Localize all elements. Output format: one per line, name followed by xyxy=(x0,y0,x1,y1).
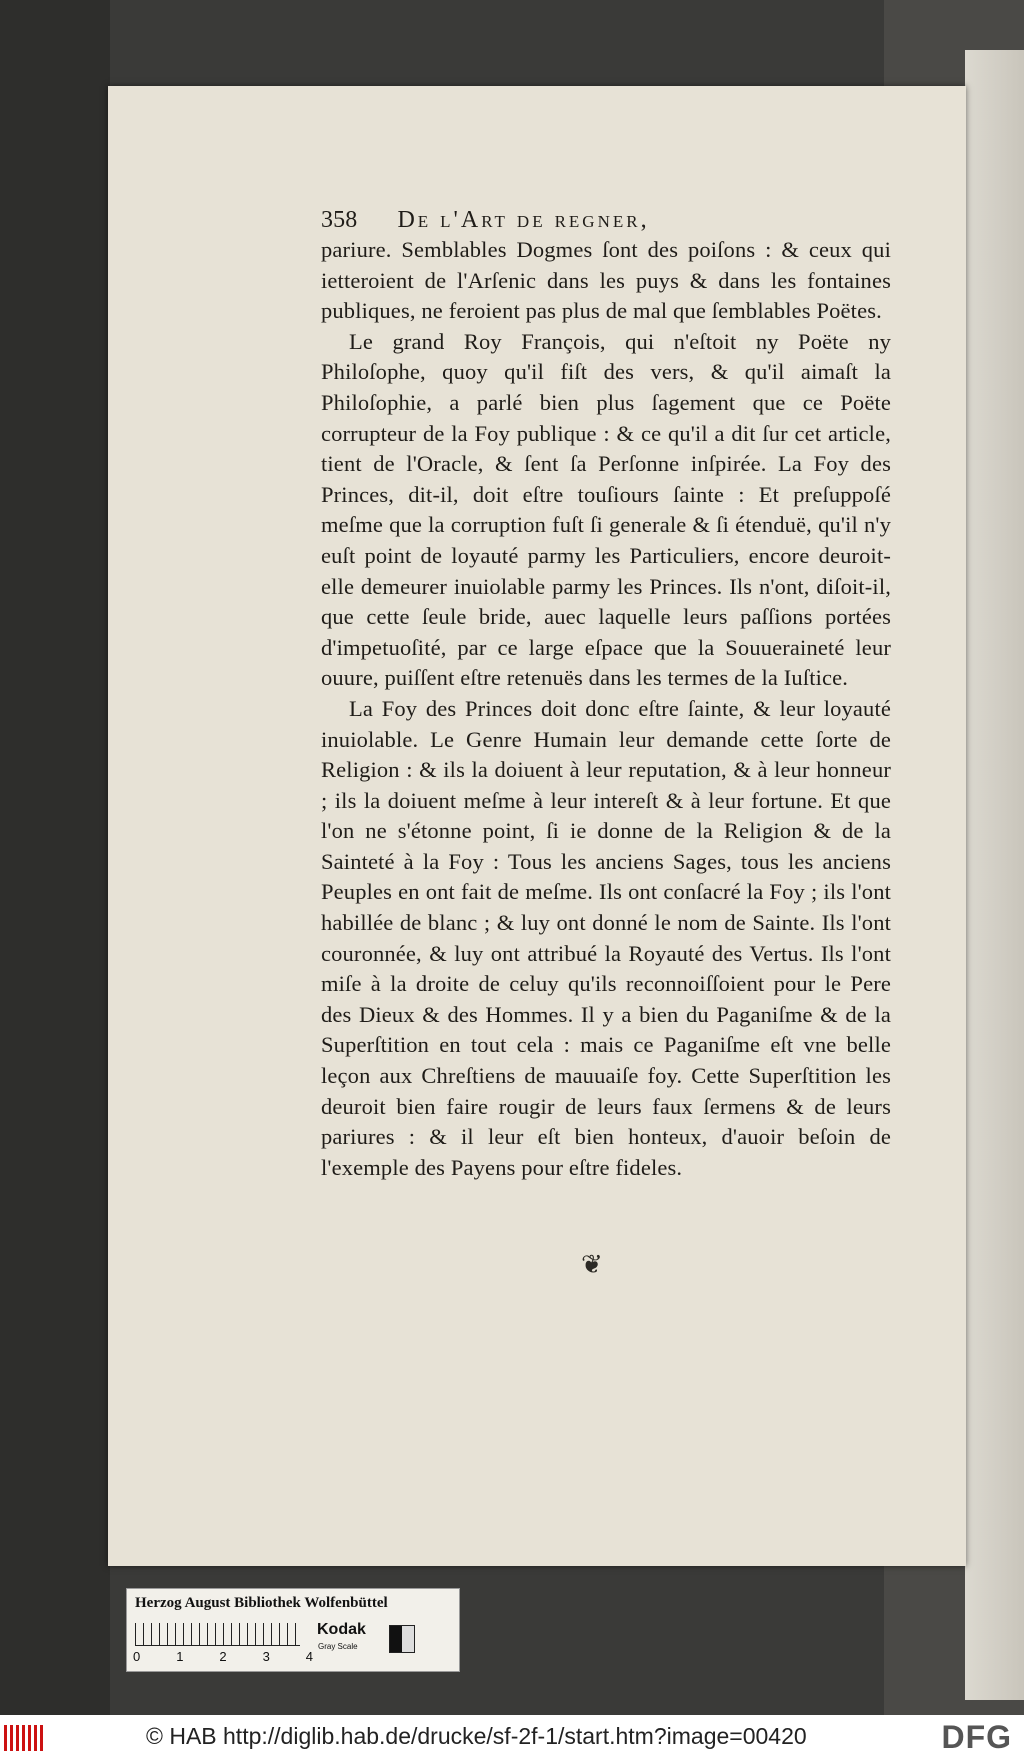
footer-bar xyxy=(0,1715,1024,1759)
scale-number: 1 xyxy=(176,1649,184,1664)
kodak-logo: Kodak xyxy=(317,1621,366,1638)
paragraph-1: pariure. Semblables Dogmes ſont des poiſons : & ceux qui ietteroient de l'Arſenic dans les puys & dans les fontaines publiques, ne feroient pas plus de mal que ſemblables Poëtes. xyxy=(321,237,891,324)
running-title: De l'Art de regner, xyxy=(397,207,650,233)
color-calibration-card xyxy=(126,1588,460,1672)
scan-background-left xyxy=(0,0,110,1759)
scale-numbers xyxy=(133,1649,313,1664)
running-head xyxy=(321,205,891,235)
scale-ruler xyxy=(135,1623,300,1646)
facing-page-edge xyxy=(965,50,1024,1700)
ornament-icon: ❦ xyxy=(581,1250,603,1280)
scale-number: 0 xyxy=(133,1649,141,1664)
hab-logo-icon xyxy=(4,1725,46,1751)
scale-number: 2 xyxy=(219,1649,227,1664)
page-number: 358 xyxy=(321,207,358,233)
citation-link[interactable]: © HAB http://diglib.hab.de/drucke/sf-2f-1/start.htm?image=00420 xyxy=(146,1723,807,1749)
paragraph-2: Le grand Roy François, qui n'eſtoit ny Poëte ny Philoſophe, quoy qu'il fiſt des vers, & qu'il aimaſt la Philoſophie, a parlé bien plus ſagement que ce Poëte corrupteur de la Foy publique : & ce qu'il a dit ſur cet article, tient de l'Oracle, & ſent ſa Perſonne inſpirée. La Foy des Princes, dit-il, doit eſtre touſiours ſainte : Et preſuppoſé meſme que la corruption fuſt ſi generale & ſi étenduë, qu'il n'y euſt point de loyauté parmy les Particuliers, encore deuroit-elle demeurer inuiolable parmy les Princes. Ils n'ont, diſoit-il, que cette ſeule bride, auec laquelle leurs paſſions portées d'impetuoſité, par ce large eſpace que la Souueraineté leur ouure, puiſſent eſtre retenuës dans les termes de la Iuſtice. xyxy=(321,328,891,691)
paragraph-3: La Foy des Princes doit donc eſtre ſainte, & leur loyauté inuiolable. Le Genre Humain leur demande cette ſorte de Religion : & ils la doiuent à leur reputation, & à leur honneur ; ils la doiuent meſme à leur intereſt & à leur fortune. Et que l'on ne s'étonne point, ſi ie donne de la Religion & de la Sainteté à la Foy : Tous les anciens Sages, tous les anciens Peuples en ont fait de meſme. Ils ont conſacré la Foy ; ils l'ont habillée de blanc ; & luy ont donné le nom de Sainte. Ils l'ont couronnée, & luy ont attribué la Royauté des Vertus. Ils l'ont miſe à la droite de celuy qu'ils reconnoiſſoient pour le Pere des Dieux & des Hommes. Il y a bien du Paganiſme & de la Superſtition en tout cela : mais ce Paganiſme eſt vne belle leçon aux Chreſtiens de mauuaiſe foy. Cette Superſtition les deuroit bien faire rougir de leurs faux ſermens & de leurs pariures : & il leur eſt bien honteux, d'auoir beſoin de l'exemple des Payens pour eſtre fideles. xyxy=(321,695,891,1180)
gray-swatch xyxy=(389,1625,415,1653)
scale-number: 4 xyxy=(305,1649,313,1664)
dfg-logo: DFG xyxy=(941,1719,1012,1755)
scale-number: 3 xyxy=(262,1649,270,1664)
gray-scale-label: Gray Scale xyxy=(318,1642,358,1651)
page-text xyxy=(321,205,891,1183)
library-name: Herzog August Bibliothek Wolfenbüttel xyxy=(135,1595,388,1611)
